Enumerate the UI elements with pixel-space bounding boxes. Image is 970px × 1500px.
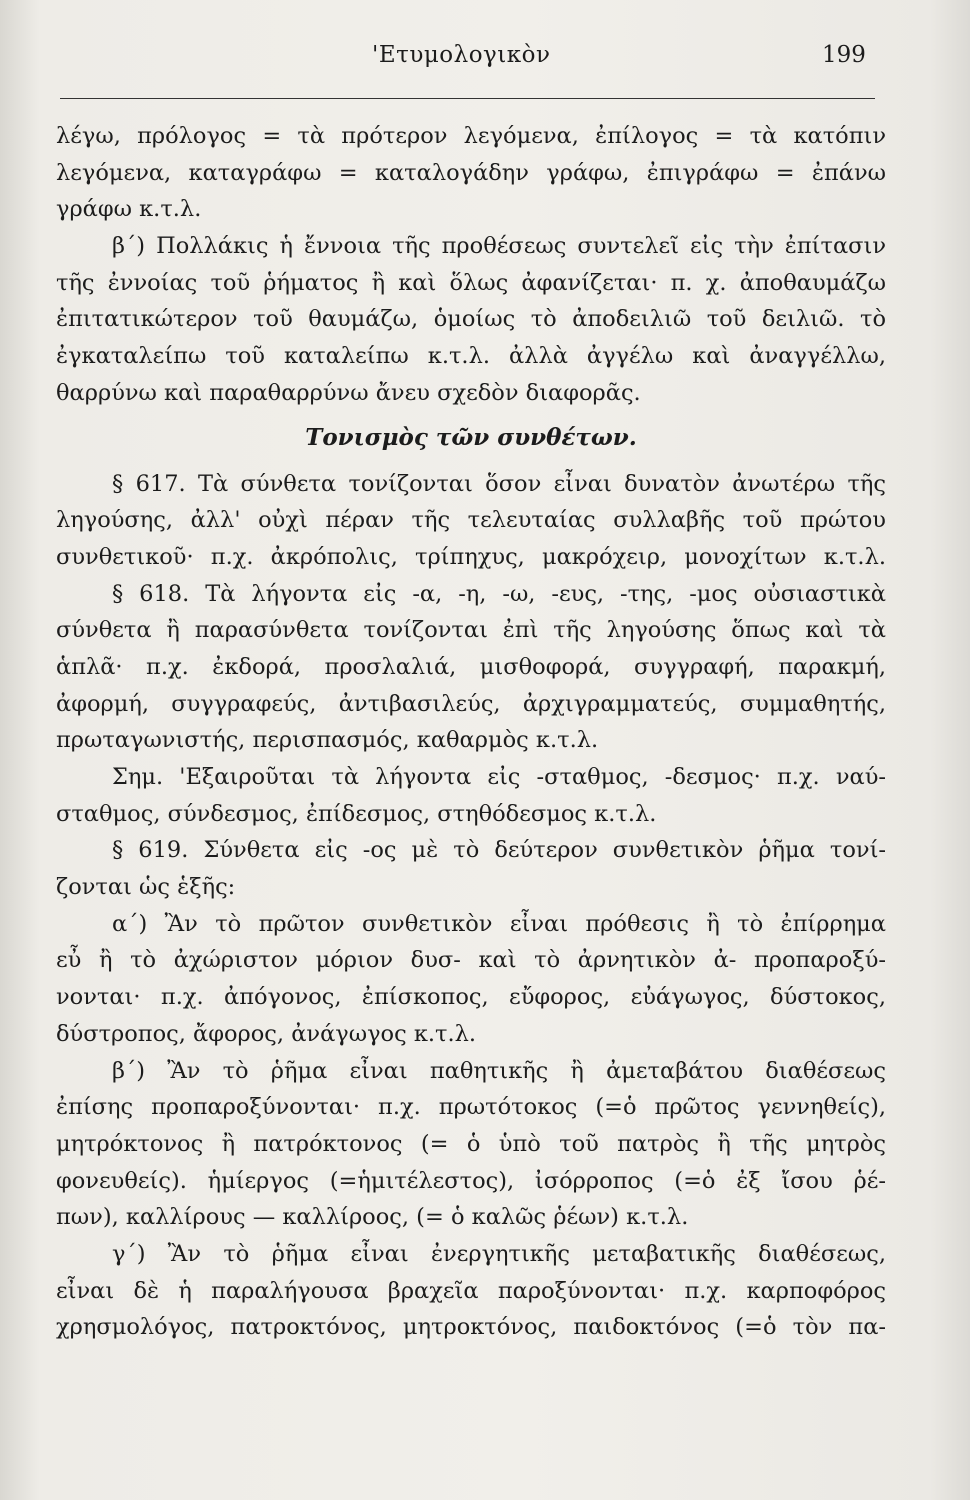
page-number: 199 xyxy=(822,42,866,68)
text-line: ζονται ὡς ἑξῆς: xyxy=(56,874,236,901)
text-line: σύνθετα ἢ παρασύνθετα τονίζονται ἐπὶ τῆς ληγούσης ὅπως καὶ τὰ xyxy=(56,617,886,644)
text-line: § 617. Τὰ σύνθετα τονίζονται ὅσον εἶναι δυνατὸν ἀνωτέρω τῆς xyxy=(112,470,886,497)
text-line: μητρόκτονος ἢ πατρόκτονος (= ὁ ὑπὸ τοῦ πατρὸς ἢ τῆς μητρὸς xyxy=(56,1130,886,1157)
text-line: ἐγκαταλείπω τοῦ καταλείπω κ.τ.λ. ἀλλὰ ἀγγέλω καὶ ἀναγγέλλω, xyxy=(56,343,886,370)
text-line: πρωταγωνιστής, περισπασμός, καθαρμὸς κ.τ.λ. xyxy=(56,727,599,754)
text-line: § 618. Τὰ λήγοντα εἰς -α, -η, -ω, -ευς, -της, -μος οὐσιαστικὰ xyxy=(112,580,886,607)
text-line: φονευθείς). ἡμίεργος (=ἡμιτέλεστος), ἰσόρροπος (=ὁ ἐξ ἴσου ῥέ- xyxy=(56,1167,886,1194)
header-rule xyxy=(60,98,875,99)
text-line: β΄) Πολλάκις ἡ ἔννοια τῆς προθέσεως συντελεῖ εἰς τὴν ἐπίτασιν xyxy=(112,233,886,260)
text-line: § 619. Σύνθετα εἰς -ος μὲ τὸ δεύτερον συνθετικὸν ῥῆμα τονί- xyxy=(112,837,886,864)
text-line: χρησμολόγος, πατροκτόνος, μητροκτόνος, παιδοκτόνος (=ὁ τὸν πα- xyxy=(56,1314,886,1341)
text-line: Σημ. 'Εξαιροῦται τὰ λήγοντα εἰς -σταθμος, -δεσμος· π.χ. ναύ- xyxy=(112,764,886,790)
section-heading: Τονισμὸς τῶν συνθέτων. xyxy=(305,423,637,451)
text-line: σταθμος, σύνδεσμος, ἐπίδεσμος, στηθόδεσμος κ.τ.λ. xyxy=(56,800,657,827)
text-line: ἐπίσης προπαροξύνονται· π.χ. πρωτότοκος (=ὁ πρῶτος γεννηθείς), xyxy=(56,1094,886,1121)
text-line: δύστροπος, ἄφορος, ἀνάγωγος κ.τ.λ. xyxy=(56,1020,477,1047)
text-line: λεγόμενα, καταγράφω = καταλογάδην γράφω, ἐπιγράφω = ἐπάνω xyxy=(56,159,886,186)
page-body xyxy=(56,118,886,1346)
text-line: ἐπιτατικώτερον τοῦ θαυμάζω, ὁμοίως τὸ ἀποδειλιῶ τοῦ δειλιῶ. τὸ xyxy=(56,306,886,333)
text-line: γράφω κ.τ.λ. xyxy=(56,196,202,223)
text-line: συνθετικοῦ· π.χ. ἀκρόπολις, τρίπηχυς, μακρόχειρ, μονοχίτων κ.τ.λ. xyxy=(56,543,886,570)
text-line: εἶναι δὲ ἡ παραλήγουσα βραχεῖα παροξύνονται· π.χ. καρποφόρος xyxy=(56,1277,886,1304)
text-line: γ΄) Ἂν τὸ ῥῆμα εἶναι ἐνεργητικῆς μεταβατικῆς διαθέσεως, xyxy=(112,1240,886,1267)
text-line: ἁπλᾶ· π.χ. ἐκδορά, προσλαλιά, μισθοφορά, συγγραφή, παρακμή, xyxy=(56,653,886,680)
text-line: β΄) Ἂν τὸ ῥῆμα εἶναι παθητικῆς ἢ ἀμεταβάτου διαθέσεως xyxy=(112,1057,886,1084)
text-line: α΄) Ἂν τὸ πρῶτον συνθετικὸν εἶναι πρόθεσις ἢ τὸ ἐπίρρημα xyxy=(112,910,886,937)
text-line: νονται· π.χ. ἀπόγονος, ἐπίσκοπος, εὔφορος, εὐάγωγος, δύστοκος, xyxy=(56,984,886,1011)
text-line: τῆς ἐννοίας τοῦ ῥήματος ἢ καὶ ὅλως ἀφανίζεται· π. χ. ἀποθαυμάζω xyxy=(56,269,886,296)
running-title: 'Ετυμολογικὸν xyxy=(372,42,551,68)
text-line: εὖ ἢ τὸ ἀχώριστον μόριον δυσ- καὶ τὸ ἀρνητικὸν ἀ- προπαροξύ- xyxy=(56,947,886,974)
text-line: λέγω, πρόλογος = τὰ πρότερον λεγόμενα, ἐπίλογος = τὰ κατόπιν xyxy=(56,123,886,149)
text-line: ἀφορμή, συγγραφεύς, ἀντιβασιλεύς, ἀρχιγραμματεύς, συμμαθητής, xyxy=(56,690,886,717)
page-header xyxy=(0,42,970,82)
text-line: θαρρύνω καὶ παραθαρρύνω ἄνευ σχεδὸν διαφορᾶς. xyxy=(56,379,641,406)
text-line: πων), καλλίρους — καλλίροος, (= ὁ καλῶς ῥέων) κ.τ.λ. xyxy=(56,1204,689,1231)
text-line: ληγούσης, ἀλλ' οὐχὶ πέραν τῆς τελευταίας συλλαβῆς τοῦ πρώτου xyxy=(56,507,886,534)
